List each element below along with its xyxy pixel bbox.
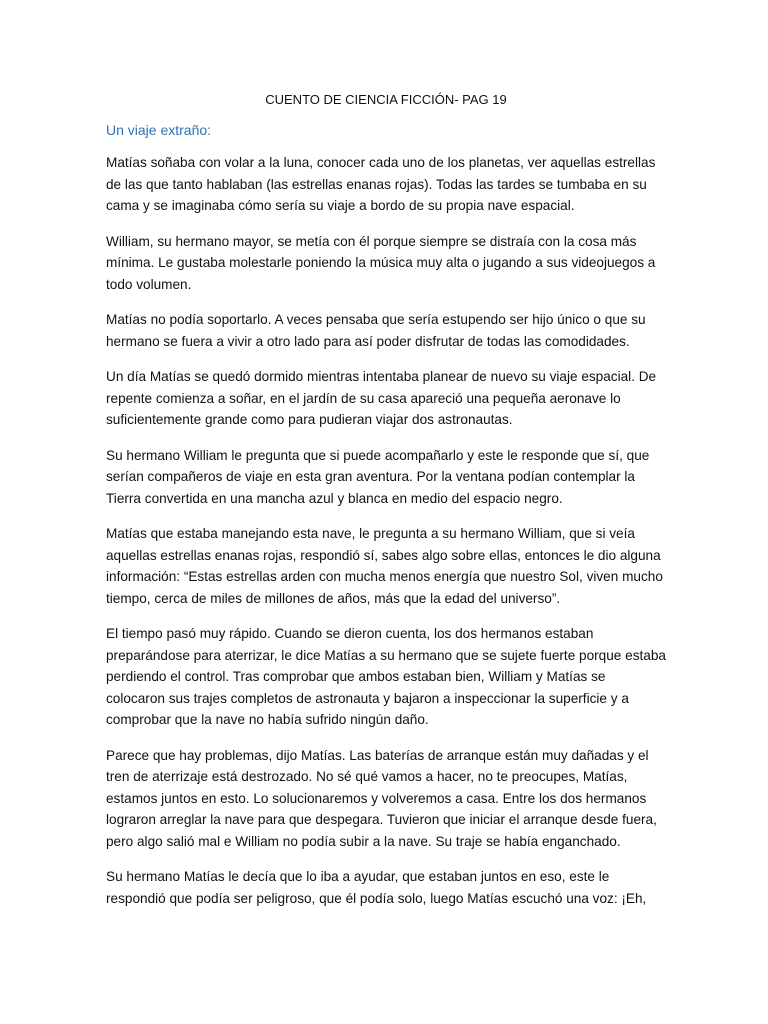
paragraph-8: Parece que hay problemas, dijo Matías. Las baterías de arranque están muy dañadas y el tren de aterrizaje está destrozado. No sé qué vamos a hacer, no te preocupes, Matías, estamos juntos en esto. Lo solucionaremos y volveremos a casa. Entre los dos hermanos lograron arreglar la nave para que despegara. Tuvieron que iniciar el arranque desde fuera, pero algo salió mal e William no podía subir a la nave. Su traje se había enganchado. bbox=[106, 747, 657, 849]
document-page bbox=[106, 92, 666, 923]
paragraph-6: Matías que estaba manejando esta nave, le pregunta a su hermano William, que si veía aquellas estrellas enanas rojas, respondió sí, sabes algo sobre ellas, entonces le dio alguna información: “Estas estrellas arden con mucha menos energía que nuestro Sol, viven mucho tiempo, cerca de miles de millones de años, más que la edad del universo”. bbox=[106, 526, 663, 606]
paragraph-2: William, su hermano mayor, se metía con él porque siempre se distraía con la cosa más mínima. Le gustaba molestarle poniendo la música muy alta o jugando a sus videojuegos a todo volumen. bbox=[106, 233, 656, 292]
story-subtitle: Un viaje extraño: bbox=[106, 122, 212, 138]
paragraph-1: Matías soñaba con volar a la luna, conocer cada uno de los planetas, ver aquellas estrellas de las que tanto hablaban (las estrellas enanas rojas). Todas las tardes se tumbaba en su cama y se imaginaba cómo sería su viaje a bordo de su propia nave espacial. bbox=[106, 155, 656, 213]
paragraph-5: Su hermano William le pregunta que si puede acompañarlo y este le responde que sí, que serían compañeros de viaje en esta gran aventura. Por la ventana podían contemplar la Tierra convertida en una mancha azul y blanca en medio del espacio negro. bbox=[106, 447, 650, 506]
paragraph-7: El tiempo pasó muy rápido. Cuando se dieron cuenta, los dos hermanos estaban preparándose para aterrizar, le dice Matías a su hermano que se sujete fuerte porque estaba perdiendo el control. Tras comprobar que ambos estaban bien, William y Matías se colocaron sus trajes completos de astronauta y bajaron a inspeccionar la superficie y a comprobar que la nave no había sufrido ningún daño. bbox=[106, 626, 666, 727]
paragraph-3: Matías no podía soportarlo. A veces pensaba que sería estupendo ser hijo único o que su hermano se fuera a vivir a otro lado para así poder disfrutar de todas las comodidades. bbox=[106, 312, 646, 349]
document-title: CUENTO DE CIENCIA FICCIÓN- PAG 19 bbox=[265, 92, 507, 107]
paragraph-4: Un día Matías se quedó dormido mientras intentaba planear de nuevo su viaje espacial. De repente comienza a soñar, en el jardín de su casa apareció una pequeña aeronave lo suficientemente grande como para pudieran viajar dos astronautas. bbox=[106, 369, 657, 427]
paragraph-9: Su hermano Matías le decía que lo iba a ayudar, que estaban juntos en eso, este le respondió que podía ser peligroso, que él podía solo, luego Matías escuchó una voz: ¡Eh, bbox=[106, 869, 647, 906]
